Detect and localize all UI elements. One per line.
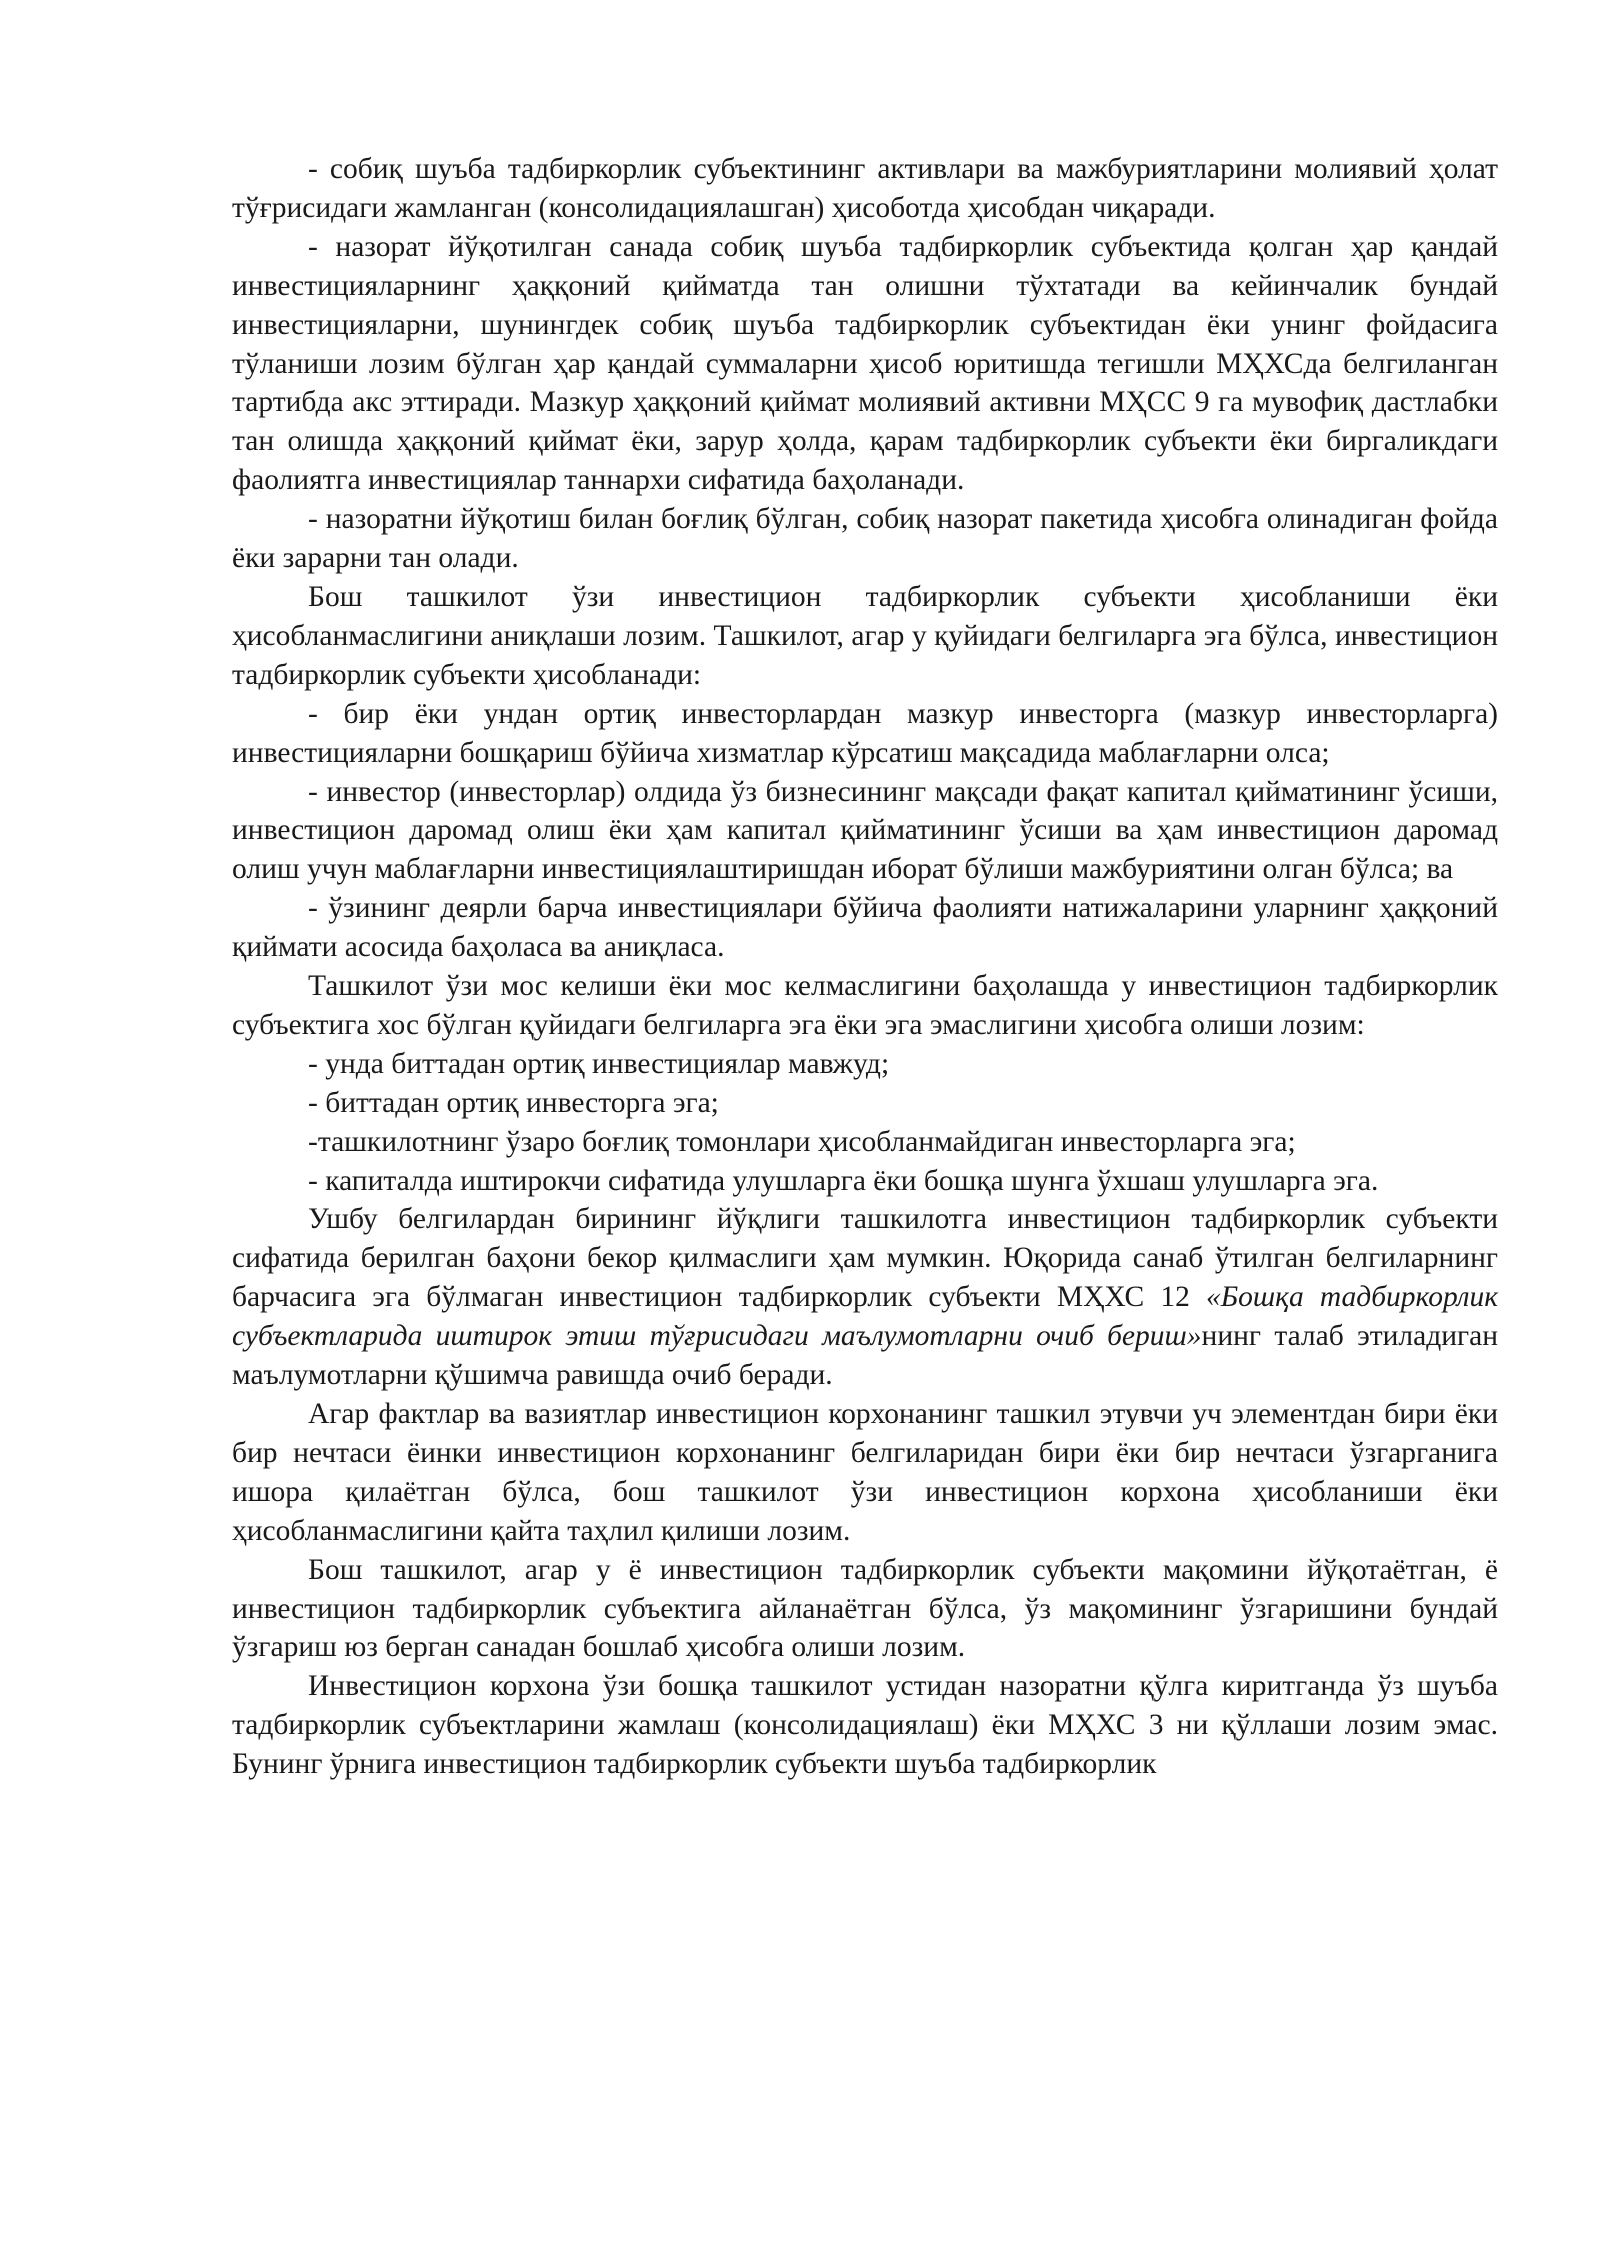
paragraph-consolidation-exception: Инвестицион корхона ўзи бошқа ташкилот устидан назоратни қўлга киритганда ўз шуъба тадбиркорлик субъектларини жамлаш (консолидациялаш) ёки МҲХС 3 ни қўллаши лозим эмас. Бунинг ўрнига инвестицион тадбиркорлик субъекти шуъба тадбиркорлик	[232, 1670, 1498, 1781]
paragraph-characteristic-ownership: - капиталда иштирокчи сифатида улушларга ёки бошқа шунга ўхшаш улушларга эга.	[308, 1164, 1379, 1197]
paragraph-typical-characteristics: Ташкилот ўзи мос келиши ёки мос келмаслигини баҳолашда у инвестицион тадбиркорлик субъектига хос бўлган қуйидаги белгиларга эга ёки эга эмаслигини ҳисобга олиши лозим:	[232, 970, 1498, 1041]
paragraph-text-before: Ушбу белгилардан бирининг йўқлиги ташкилотга инвестицион тадбиркорлик субъекти сифатида берилган баҳони бекор қилмаслиги ҳам мумкин. Юқорида санаб ўтилган белгиларнинг барчасига эга бўлмаган инвестицион тадбиркорлик субъекти МҲХС 12	[232, 1203, 1498, 1314]
paragraph-characteristic-investments: - унда биттадан ортиқ инвестициялар мавжуд;	[308, 1047, 890, 1080]
paragraph-bullet-derecognize-assets: - собиқ шуъба тадбиркорлик субъектининг активлари ва мажбуриятларини молиявий ҳолат тўғрисидаги жамланган (консолидациялашган) ҳисоботда ҳисобдан чиқаради.	[232, 153, 1498, 224]
paragraph-characteristic-unrelated: -ташкилотнинг ўзаро боғлиқ томонлари ҳисобланмайдиган инвесторларга эга;	[308, 1125, 1296, 1158]
paragraph-bullet-retained-investment: - назорат йўқотилган санада собиқ шуъба тадбиркорлик субъектида қолган ҳар қандай инвестицияларнинг ҳаққоний қийматда тан олишни тўхтатади ва кейинчалик бундай инвестицияларни, шунингдек собиқ шуъба тадбиркорлик субъектидан ёки унинг фойдасига тўланиши лозим бўлган ҳар қандай суммаларни ҳисоб юритишда тегишли МҲХСда белгиланган тартибда акс эттиради. Мазкур ҳаққоний қиймат молиявий активни МҲСС 9 га мувофиқ дастлабки тан олишда ҳаққоний қиймат ёки, зарур ҳолда, қарам тадбиркорлик субъекти ёки биргаликдаги фаолиятга инвестициялар таннархи сифатида баҳоланади.	[232, 230, 1498, 497]
paragraph-text-after: нинг талаб этиладиган маълумотларни қўшимча равишда очиб беради.	[232, 1320, 1498, 1392]
paragraph-absence-of-characteristic	[232, 1200, 1498, 1395]
paragraph-characteristic-investors: - биттадан ортиқ инвесторга эга;	[308, 1086, 719, 1119]
paragraph-reassessment: Агар фактлар ва вазиятлар инвестицион корхонанинг ташкил этувчи уч элементдан бири ёки бир нечтаси ёинки инвестицион корхонанинг белгиларидан бири ёки бир нечтаси ўзгарганига ишора қилаётган бўлса, бош ташкилот ўзи инвестицион корхона ҳисобланиши ёки ҳисобланмаслигини қайта таҳлил қилиши лозим.	[232, 1398, 1498, 1547]
standard-title-italic: «Бошқа тадбиркорлик субъектларида иштирок этиш тўғрисидаги маълумотларни очиб бериш»	[232, 1281, 1498, 1353]
paragraph-change-of-status: Бош ташкилот, агар у ё инвестицион тадбиркорлик субъекти мақомини йўқотаётган, ё инвестицион тадбиркорлик субъектига айланаётган бўлса, ўз мақомининг ўзгаришини бундай ўзгариш юз берган санадан бошлаб ҳисобга олиши лозим.	[232, 1553, 1498, 1664]
paragraph-criterion-funds: - бир ёки ундан ортиқ инвесторлардан мазкур инвесторга (мазкур инвесторларга) инвестицияларни бошқариш бўйича хизматлар кўрсатиш мақсадида маблағларни олса;	[232, 697, 1498, 769]
document-page	[232, 150, 1498, 1784]
paragraph-investment-entity-definition: Бош ташкилот ўзи инвестицион тадбиркорлик субъекти ҳисобланиши ёки ҳисобланмаслигини аниқлаши лозим. Ташкилот, агар у қуйидаги белгиларга эга бўлса, инвестицион тадбиркорлик субъекти ҳисобланади:	[232, 580, 1498, 691]
paragraph-criterion-business-purpose: - инвестор (инвесторлар) олдида ўз бизнесининг мақсади фақат капитал қийматининг ўсиши, инвестицион даромад олиш ёки ҳам капитал қийматининг ўсиши ва ҳам инвестицион даромад олиш учун маблағларни инвестициялаштиришдан иборат бўлиши мажбуриятини олган бўлса; ва	[232, 775, 1498, 886]
paragraph-bullet-gain-loss: - назоратни йўқотиш билан боғлиқ бўлган, собиқ назорат пакетида ҳисобга олинадиган фойда ёки зарарни тан олади.	[232, 503, 1498, 575]
paragraph-criterion-fair-value: - ўзининг деярли барча инвестициялари бўйича фаолияти натижаларини уларнинг ҳаққоний қиймати асосида баҳоласа ва аниқласа.	[232, 892, 1498, 964]
